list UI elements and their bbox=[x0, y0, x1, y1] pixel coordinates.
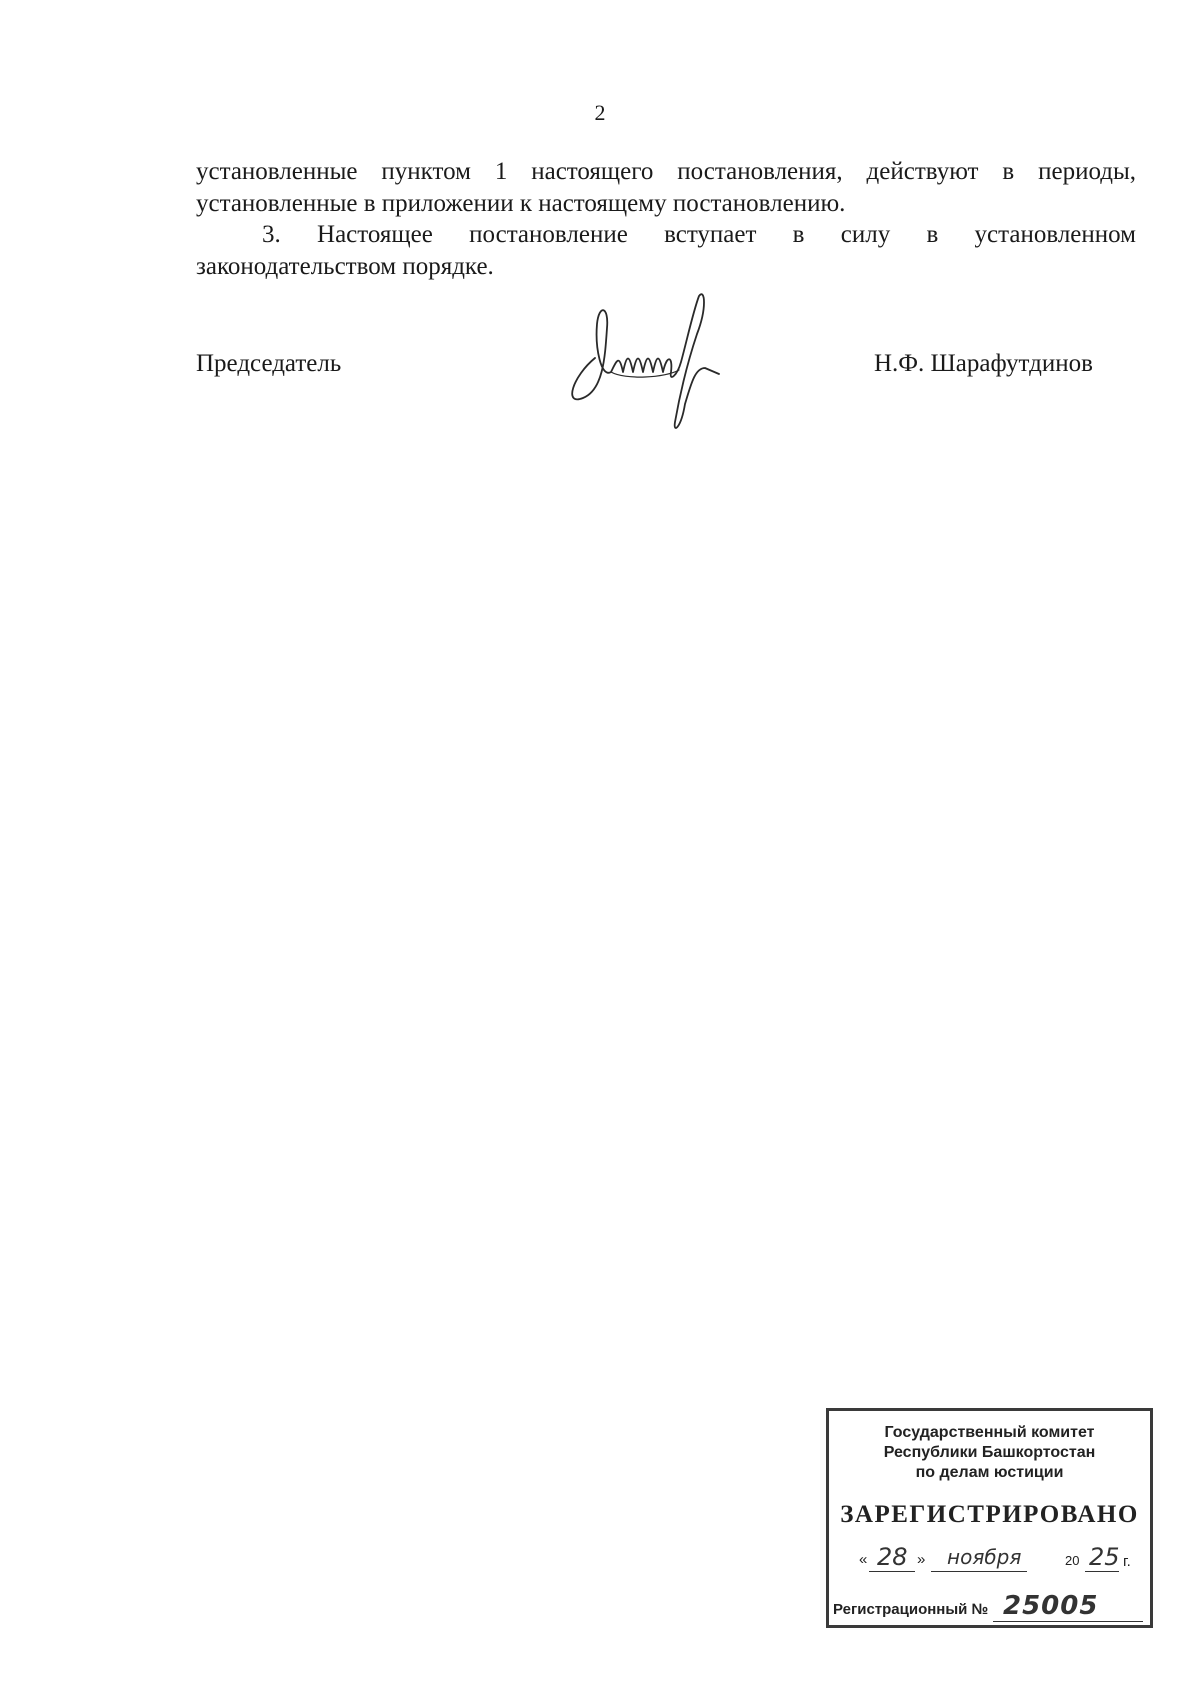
chairman-name: Н.Ф. Шарафутдинов bbox=[874, 350, 1093, 377]
paragraph-effective-date bbox=[196, 219, 1136, 283]
stamp-reg-label: Регистрационный № bbox=[833, 1601, 989, 1618]
stamp-date bbox=[859, 1543, 1139, 1577]
page-number: 2 bbox=[594, 100, 606, 125]
stamp-status: ЗАРЕГИСТРИРОВАНО bbox=[840, 1501, 1139, 1528]
paragraph-line: установленные в приложении к настоящему постановлению. bbox=[196, 190, 846, 217]
stamp-reg-underline bbox=[993, 1621, 1143, 1622]
stamp-day: 28 bbox=[877, 1543, 908, 1571]
paragraph-line: установленные пунктом 1 настоящего постановления, действуют в периоды, bbox=[196, 158, 1136, 185]
stamp-year-underline bbox=[1085, 1571, 1119, 1572]
paragraph-line: 3. Настоящее постановление вступает в силу в установленном bbox=[262, 221, 1136, 248]
stamp-month: ноября bbox=[947, 1545, 1022, 1569]
stamp-reg-number: 25005 bbox=[1003, 1591, 1099, 1621]
stamp-agency-line: по делам юстиции bbox=[915, 1464, 1064, 1481]
stamp-quote-open: « bbox=[859, 1551, 868, 1568]
paragraph-periods bbox=[196, 156, 1136, 220]
stamp-agency-line: Государственный комитет bbox=[884, 1424, 1095, 1441]
handwritten-signature bbox=[565, 288, 735, 438]
paragraph-line: законодательством порядке. bbox=[196, 253, 494, 280]
stamp-year-prefix: 20 bbox=[1065, 1553, 1080, 1568]
stamp-year-unit: г. bbox=[1123, 1553, 1131, 1570]
chairman-title: Председатель bbox=[196, 350, 342, 377]
stamp-registration bbox=[833, 1591, 1148, 1625]
stamp-quote-close: » bbox=[917, 1551, 926, 1568]
stamp-year-suffix: 25 bbox=[1089, 1543, 1120, 1571]
stamp-month-underline bbox=[931, 1571, 1027, 1572]
stamp-agency-line: Республики Башкортостан bbox=[883, 1444, 1096, 1461]
registration-stamp bbox=[826, 1408, 1153, 1628]
stamp-agency bbox=[829, 1423, 1150, 1483]
stamp-day-underline bbox=[869, 1571, 915, 1572]
